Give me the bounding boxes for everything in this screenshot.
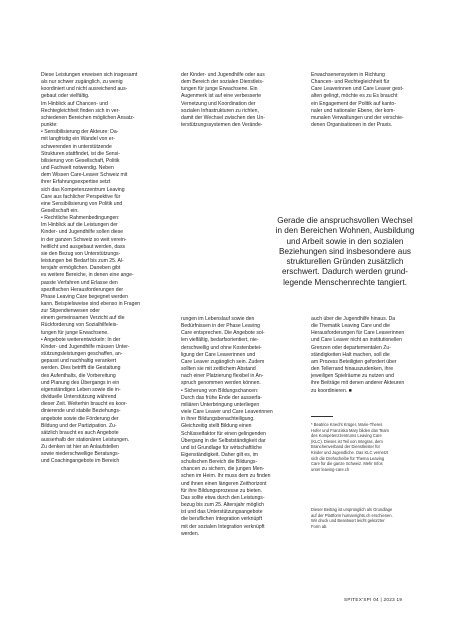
body-text-line: dividuelle Unterstützung während [41,394,117,401]
body-text-line: sozialen Infrastrukturen zu richten, [181,107,259,114]
body-text-line: und Care Leaver nicht an institutionellen [311,337,402,344]
body-text-line: ständigkeiten Halt machen, soll die [311,351,390,358]
footnote-line: Kinder und Jugendliche. Das KLC vernetzt [311,449,389,455]
body-text-line: und ist Grundlage für wirtschaftliche [181,444,262,451]
body-text-line: Kinder- und Jugendhilfe müssen Unter- [41,343,130,350]
body-text-line: damit der Wechsel zwischen den Un- [181,114,265,121]
body-text-line: Das sollte etwa durch den Leistungs- [181,494,265,501]
body-text-line: passte Verfahren und Erlasse den [41,279,118,286]
body-text-line: in ihrer Bildungsbenachteiligung. [181,416,255,423]
body-text-line: schulischen Bereich die Bildungs- [181,459,258,466]
pull-quote-line: Gerade die anspruchsvollen Wechsel [277,216,413,225]
body-text-line: einem gemeinsamen Verzicht auf die [41,315,125,322]
body-text-line: ausserhalb der stationären Leistungen. [41,436,130,443]
body-text-line: Care Leaverinnen und Care Leaver gest- [311,86,404,93]
body-text-line: als nur schwer zugänglich, zu wenig [41,79,123,86]
body-text-line: • Rechtliche Rahmenbedingungen: [41,215,120,222]
body-text-line: munalen Verwaltungen und der verschie- [311,114,404,121]
body-text-line: zur Stipendienwesen oder [41,308,100,315]
body-text-line: miliären Unterbringung unterliegen [181,401,260,408]
body-text-line: rungen im Lebenslauf sowie den [181,316,255,322]
body-text-line: Zu denken ist hier an Anlaufstellen [41,444,119,451]
body-text-line: leistungen bei Bedarf bis zum 25. Al- [41,258,124,265]
body-text-line: die Thematik Leaving Care und die [311,323,390,330]
body-text-line: chancen zu sichern, die jungen Men- [181,466,265,473]
note-line: Wir druck und Beantwort leicht gekürzter [311,518,385,524]
body-text-line: tersjahr ermöglichen. Daneben gibt [41,265,121,272]
body-text-line: schiedenen Bereichen möglichen Ansatz- [41,114,135,121]
body-text-line: werden. [181,530,200,537]
body-text-line: schen im Heim. Ihr muss dem zu finden [181,473,271,480]
body-text-line: Übergang in die Selbstständigkeit dar [181,437,266,444]
body-text-line: am Prozess Beteiligten gefordert über [311,358,397,365]
body-text-line: kann. Beispielsweise sind ebenso in Fragen [41,301,141,307]
body-text-line: mit der sozialen Integration verknüpft [181,523,265,530]
body-text-line: gepasst und nachhaltig verankert [41,358,117,365]
body-text-line: Care aus fachlicher Perspektive für [41,193,121,200]
body-text-line: und Coachingangebote im Bereich [41,458,120,465]
body-text-line: und Planung des Übergangs in ein [41,379,120,386]
body-text-line: Erwachsenensystem in Richtung [311,72,385,78]
source-note [311,507,431,529]
body-text-line: sie den Bezug von Unterstützungs- [41,250,121,257]
body-text-line: angebote sowie die Förderung der [41,415,119,422]
body-text-line: Phase Leaving Care begegnet werden [41,293,128,300]
body-text-line: dinierende und stabile Beziehungs- [41,408,121,415]
body-text-line: • Sicherung von Bildungschancen: [181,387,259,394]
note-line: Dieser Beitrag ist ursprünglich als Grundlage [311,507,393,512]
column-left [41,72,176,466]
body-text-line: • Sensibilisierung der Akteure: Da- [41,129,119,136]
pull-quote-line: und Arbeit sowie in den sozialen [286,236,404,246]
body-text-line: der Kinder- und Jugendhilfe oder aus [181,72,265,78]
body-text-line: Herausforderungen für Care Leaverinnen [311,330,405,337]
footnote-line: Hofer und Franziska Mary bilden das Team [311,427,389,433]
body-text-line: sich das Kompetenzzentrum Leaving [41,186,125,193]
body-text-line: auch über die Jugendhilfe hinaus. Da [311,316,396,322]
pull-quote [247,216,443,288]
body-text-line: sollten sie mit zeitlichem Abstand [181,366,256,373]
body-text-line: in der ganzen Schweiz so weit verein- [41,236,127,243]
body-text-line: ihre Beiträge mit denen anderer Akteuren [311,380,405,387]
body-text-line: die beruflichen Integration verknüpft [181,516,262,523]
body-text-line: Eigenständigkeit. Daher gilt es, im [181,451,259,458]
note-line: Form ab. [311,523,328,529]
body-text-line: punkte: [41,122,58,129]
body-text-line: derschwellig und ohne Kostenbetei- [181,344,262,351]
body-text-line: ihrer Erfahrungsexpertise setzt [41,179,111,186]
body-text-line: sätzlich braucht es auch Angebote [41,429,119,436]
body-text-line: len vielfältig, bedarfsorientiert, nie- [181,337,259,344]
body-text-line: bilisierung von Gesellschaft, Politik [41,157,120,164]
body-text-line: Strukturen stattfindet, ist die Sensi- [41,150,120,157]
body-text-line: zu koordinieren. ■ [311,387,352,394]
body-text-line: stützungsleistungen geschaffen, an- [41,351,123,358]
pull-quote-line: erschwert. Dadurch werden grund- [281,267,409,277]
body-text-line: naler und nationaler Ebene, der kom- [311,107,396,114]
pull-quote-line: in den Bereichen Wohnen, Ausbildung [275,226,415,236]
body-text-line: sowie niederschwellige Beratungs- [41,451,120,458]
body-text-line: gebaut oder vielfältig. [41,93,90,100]
body-text-line: eigenständiges Leben sowie die in- [41,386,121,393]
body-text-line: Bildung und der Partizipation. Zu- [41,422,117,429]
body-text-line: schwerenden in unterstützende [41,143,112,150]
body-text-line: denen Organisationen in der Praxis. [311,122,393,129]
body-text-line: tungen für junge Erwachsene. [41,329,109,336]
column-right-bottom [311,316,429,395]
footnote-line: sich die Drehscheibe für Thema Leaving [311,455,385,461]
body-text-line: jeweiligen Spielräume zu nutzen und [311,373,394,380]
footnote-divider [311,416,333,417]
footnote-line: unter leaving-care.ch [311,466,350,472]
body-text-line: Kinder- und Jugendhilfe sollen diese [41,229,124,236]
body-text-line: spruch genommen werden können. [181,380,261,387]
pull-quote-line: Beziehungen sind insbesondere aus [278,246,411,256]
body-text-line: tungen für junge Erwachsene. Ein [181,86,258,93]
footnote-line: des Kompetenzzentrums Leaving Care [311,433,382,439]
body-text-line: • Angebote weiterentwickeln: In der [41,336,121,343]
body-text-line: ist und das Unterstützungsangebote [181,509,263,516]
body-text-line: Vernetzung und Koordination der [181,100,256,107]
body-text-line: Care Leaver zugänglich sein. Zudem [181,358,265,365]
footnote-line: (KLC). Dieses ist Teil von Integras, dem [311,438,383,444]
body-text-line: Augenmerk ist auf eine verbesserte [181,93,262,100]
footnote-line: Care für die ganze Schweiz. Mehr Infos [311,461,383,467]
body-text-line: und Fachwelt notwendig. Neben [41,165,114,172]
author-footnote [311,422,431,472]
footnote-line: * Beatrice Knecht Krüger, Marie-Theres [311,422,383,427]
body-text-line: ein Engagement der Politik auf kanto- [311,100,396,107]
body-text-line: alten gelingt, möchte es zu Es braucht [311,93,398,100]
body-text-line: Bedürfnissen in der Phase Leaving [181,323,261,330]
body-text-line: Durch das frühe Ende der ausserfa- [181,394,262,401]
body-text-line: Grenzen oder departementalen Zu- [311,344,391,351]
body-text-line: und ihnen einen längeren Zeithorizont [181,480,267,487]
body-text-line: Rechtegleichheit finden sich in ver- [41,107,120,114]
body-text-line: Im Hinblick auf die Leistungen der [41,222,118,229]
body-text-line: für ihre Bildungsprozesse zu bieten. [181,487,262,494]
column-middle-top [181,72,299,129]
body-text-line: werden. Dies betrifft die Gestaltung [41,365,121,372]
body-text-line: bezug bis zum 25. Altersjahr möglich [181,502,264,509]
body-text-line: Gleichzeitig stellt Bildung einen [181,423,252,430]
body-text-line: terstützungssystemen den Verände- [181,122,263,129]
body-text-line: viele Care Leaver und Care Leaverinnen [181,409,273,416]
body-text-line: Rückforderung von Sozialhilfeleis- [41,322,119,329]
page-footer: SPITEX'SPI 04 | 2023 19 [344,597,403,602]
body-text-line: heitlicht und ausgebaut werden, dass [41,243,126,250]
body-text-line: spezifischen Herausforderungen der [41,286,124,293]
body-text-line: mit langfristig ein Wandel von er- [41,136,115,143]
body-text-line: eine Sensibilisierung von Politik und [41,200,123,207]
body-text-line: dieser Zeit. Weiterhin braucht es koor- [41,401,128,408]
body-text-line: Care entsprechen. Die Angebote sol- [181,330,265,337]
body-text-line: den Tellerrand hinauszudenken, ihre [311,366,394,373]
body-text-line: Schlüsselfaktor für einen gelingenden [181,430,266,437]
column-middle-bottom [181,316,299,538]
pull-quote-line: strukturellen Gründen zusätzlich [286,257,404,267]
body-text-line: des Aufenthalts, die Vorbereitung [41,372,116,379]
column-right-top [311,72,429,129]
body-text-line: nach einer Platzierung flexibel in An- [181,373,264,380]
footnote-line: Branchenverband der Dienstleister für [311,444,380,450]
body-text-line: Im Hinblick auf Chancen- und [41,100,108,107]
body-text-line: ligung der Care Leaverinnen und [181,351,256,358]
body-text-line: Diese Leistungen erweisen sich insgesamt [41,72,138,78]
note-line: auf der Plattform humanrights.ch erschienen. [311,512,393,518]
pull-quote-line: legende Menschenrechte tangiert. [283,277,407,287]
body-text-line: dem Wissen Care-Leaver Schweiz mit [41,172,128,179]
body-text-line: Chancen- und Rechtegleichheit für [311,79,390,86]
body-text-line: koordiniert und nicht ausreichend aus- [41,86,128,93]
body-text-line: dem Bereich der sozialen Dienstleis- [181,79,264,86]
body-text-line: Gesellschaft ein. [41,207,79,214]
body-text-line: es weitere Bereiche, in denen eine ange- [41,272,134,279]
